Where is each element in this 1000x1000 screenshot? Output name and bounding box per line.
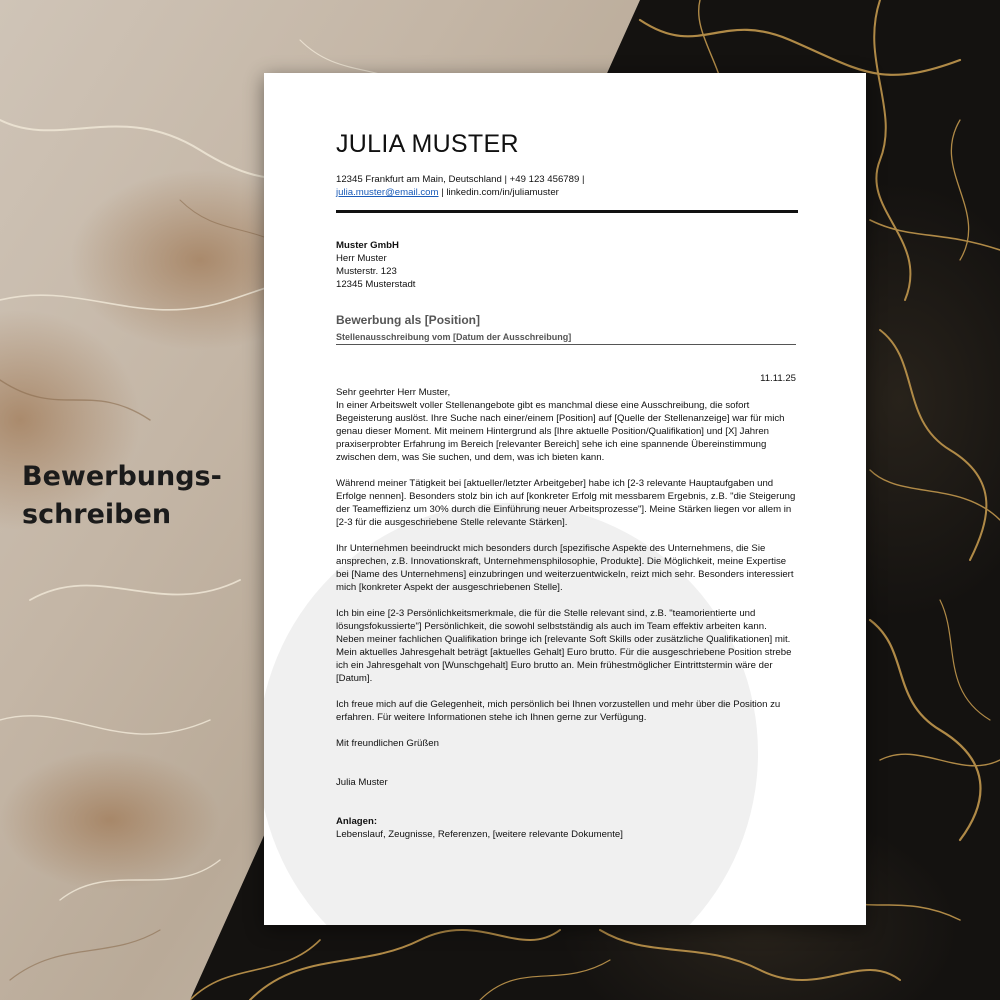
- recipient-company: Muster GmbH: [336, 240, 399, 251]
- subject-title: Bewerbung als [Position]: [336, 313, 481, 327]
- recipient-address: [336, 239, 415, 291]
- salutation: Sehr geehrter Herr Muster,: [336, 387, 451, 398]
- attachments-label: Anlagen:: [336, 816, 378, 827]
- paragraph-intro: In einer Arbeitswelt voller Stellenangebote gibt es manchmal diese eine Ausschreibung, die sofort Begeisterung auslöst. Ihre Suche nach einer/einem [Position] auf [Quelle der Stellenanzeige] war für mich genau dieser Moment. Mit meinem Hintergrund als [Ihre aktuelle Position/Qualifikation] und [X] Jahren praxiserprobter Erfahrung im Bereich [relevanter Bereich] sehe ich eine spannende Übereinstimmung zwischen dem, was Sie suchen, und dem, was ich bieten kann.: [336, 400, 785, 463]
- side-label: [22, 458, 222, 534]
- side-label-line2: schreiben: [22, 499, 172, 530]
- recipient-city: 12345 Musterstadt: [336, 279, 416, 290]
- signature-name: Julia Muster: [336, 777, 388, 788]
- email-link[interactable]: julia.muster@email.com: [336, 187, 439, 198]
- attachments-list: Lebenslauf, Zeugnisse, Referenzen, [weitere relevante Dokumente]: [336, 829, 623, 840]
- paragraph-personality: Ich bin eine [2-3 Persönlichkeitsmerkmale, die für die Stelle relevant sind, z.B. "teamorientierte und lösungsfokussierte"] Persönlichkeit, die sowohl selbstständig als auch im Team effektiv arbeiten kann. Neben meiner fachlichen Qualifikation bringe ich [relevante Soft Skills oder zusätzliche Qualifikationen] mit.: [336, 608, 791, 645]
- letter-body: [336, 386, 796, 841]
- letter-date: 11.11.25: [760, 373, 796, 384]
- contact-info: [336, 173, 584, 199]
- paragraph-experience: Während meiner Tätigkeit bei [aktueller/letzter Arbeitgeber] habe ich [2-3 relevante Hauptaufgaben und Erfolge nennen]. Besonders stolz bin ich auf [konkreter Erfolg mit messbarem Ergebnis, z.B. "die Steigerung der Teameffizienz um 30% durch die Einführung neuer Arbeitsprozesse"]. Meine Stärken liegen vor allem in [2-3 für die ausgeschriebene Stelle relevante Stärken].: [336, 478, 796, 528]
- subject-subtitle: Stellenausschreibung vom [Datum der Ausschreibung]: [336, 332, 796, 345]
- letter-page: [264, 73, 866, 925]
- recipient-street: Musterstr. 123: [336, 266, 397, 277]
- paragraph-company: Ihr Unternehmen beeindruckt mich besonders durch [spezifische Aspekte des Unternehmens, die Sie ansprechen, z.B. Innovationskraft, Unternehmensphilosophie, Produkte]. Die Möglichkeit, meine Expertise bei [Name des Unternehmens] einzubringen und weiterzuentwickeln, reizt mich sehr. Besonders interessiert mich [konkreter Aspekt der ausgeschriebenen Stelle].: [336, 543, 794, 593]
- paragraph-salary: Mein aktuelles Jahresgehalt beträgt [aktuelles Gehalt] Euro brutto. Für die ausgeschriebene Position strebe ich ein Jahresgehalt von [Wunschgehalt] Euro brutto an. Mein frühestmöglicher Eintrittstermin wäre der [Datum].: [336, 647, 792, 684]
- closing-phrase: Mit freundlichen Grüßen: [336, 738, 439, 749]
- contact-line-1: 12345 Frankfurt am Main, Deutschland | +49 123 456789 |: [336, 174, 585, 185]
- linkedin-text: | linkedin.com/in/juliamuster: [438, 187, 559, 198]
- applicant-name: JULIA MUSTER: [336, 130, 519, 158]
- contact-line-2: [336, 186, 584, 199]
- side-label-line1: Bewerbungs-: [22, 461, 222, 492]
- recipient-person: Herr Muster: [336, 253, 387, 264]
- paragraph-closing: Ich freue mich auf die Gelegenheit, mich persönlich bei Ihnen vorzustellen und mehr über die Position zu erfahren. Für weitere Informationen stehe ich Ihnen gerne zur Verfügung.: [336, 699, 781, 723]
- header-divider: [336, 210, 798, 213]
- subject-block: [336, 313, 796, 345]
